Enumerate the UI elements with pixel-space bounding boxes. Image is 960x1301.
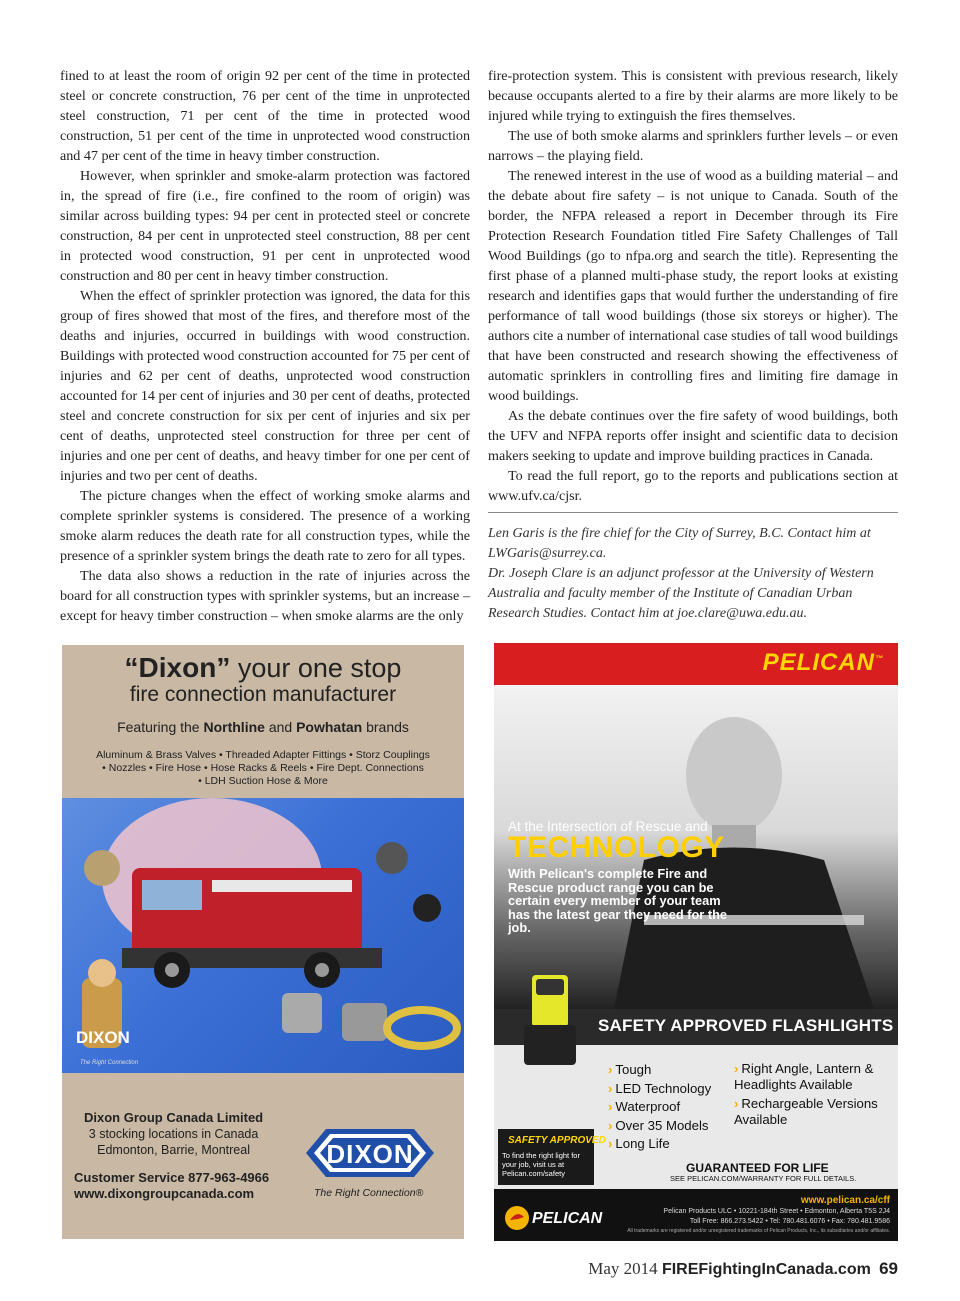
- chevron-right-icon: ›: [608, 1062, 613, 1077]
- author-bios: [488, 524, 898, 624]
- paragraph: However, when sprinkler and smoke-alarm protection was factored in, the spread of fire (i.e., fire confined to the room of origin) was similar across building types: 94 per cent in protected steel or concrete construction, 84 per cent in unprotected steel construction, 88 per cent in protected wood construction, 91 per cent in unprotected wood construction and 80 per cent in heavy timber construction.: [60, 168, 470, 284]
- pelican-technology-heading: TECHNOLOGY: [508, 831, 725, 864]
- feature-item: [734, 1061, 884, 1092]
- company-name: Dixon Group Canada Limited: [84, 1110, 264, 1125]
- feature-text: Waterproof: [615, 1099, 681, 1114]
- dixon-headline-brand: “Dixon”: [124, 652, 231, 683]
- feature-item: [608, 1061, 711, 1080]
- safety-heading: SAFETY APPROVED FLASHLIGHTS: [598, 1016, 894, 1035]
- dixon-headline: [62, 652, 464, 683]
- feature-text: Over 35 Models: [615, 1117, 709, 1133]
- feature-item: [608, 1098, 711, 1117]
- pelican-brand-bottom: PELICAN: [532, 1210, 603, 1227]
- chevron-right-icon: ›: [608, 1080, 613, 1096]
- feature-text: LED Technology: [615, 1080, 712, 1096]
- flashlight-icon: [502, 975, 602, 1065]
- feature-item: [734, 1096, 884, 1127]
- brand-powhatan: Powhatan: [296, 719, 363, 735]
- pelican-brand-text: PELICAN: [762, 649, 875, 676]
- article-column-right: [488, 66, 898, 506]
- dixon-logo: [300, 1125, 440, 1181]
- address-line: Pelican Products ULC • 10221-184th Street • Edmonton, Alberta T5S 2J4: [663, 1208, 890, 1215]
- dixon-headline-rest: your one stop: [230, 653, 402, 683]
- chevron-right-icon: ›: [608, 1136, 613, 1151]
- company-cities: Edmonton, Barrie, Montreal: [97, 1143, 250, 1157]
- page-footer: [588, 1259, 898, 1279]
- product-line: • Nozzles • Fire Hose • Hose Racks & Reels • Fire Dept. Connections: [102, 762, 424, 774]
- paragraph: The renewed interest in the use of wood as a building material – and the debate about fire safety – is not unique to Canada. South of the border, the NFPA released a report in December through its Fire Protection Research Foundation titled Fire Safety Challenges of Tall Wood Buildings (go to nfpa.org and search the title). Representing the first phase of a planned multi-phase study, the report looks at existing research and identifies gaps that would further the understanding of fire performance of tall wood buildings (those six storeys or higher). The authors cite a number of international case studies of tall wood buildings that have been constructed and research showing the effectiveness of automatic sprinklers in controlling fires and limiting fire damage in wood buildings.: [488, 168, 898, 404]
- feature-item: [608, 1135, 711, 1154]
- pelican-advertisement[interactable]: [494, 643, 898, 1241]
- feature-text: Tough: [615, 1062, 652, 1077]
- chevron-right-icon: ›: [734, 1096, 739, 1111]
- chevron-right-icon: ›: [608, 1099, 613, 1114]
- paragraph: The picture changes when the effect of working smoke alarms and complete sprinkler systems is considered. The presence of a working smoke alarm reduces the death rate for all construction types, while the presence of a sprinkler system brings the death rate to zero for all types.: [60, 488, 470, 564]
- featuring-text: Featuring the: [117, 719, 204, 735]
- feature-item: [608, 1080, 711, 1099]
- dixon-subheadline: fire connection manufacturer: [129, 683, 397, 706]
- dixon-website-link[interactable]: www.dixongroupcanada.com: [74, 1186, 255, 1201]
- chevron-right-icon: ›: [734, 1061, 739, 1076]
- feature-text: Long Life: [615, 1136, 670, 1151]
- feature-text: Right Angle, Lantern & Headlights Available: [734, 1061, 874, 1092]
- photo-dixon-tag: The Right Connection: [80, 1060, 139, 1066]
- paragraph: The data also shows a reduction in the rate of injuries across the board for all construction types with sprinkler systems, but an increase – except for heavy timber construction – when smoke alarms are the only: [60, 568, 470, 624]
- paragraph: fire-protection system. This is consistent with previous research, likely because occupants alerted to a fire by their alarms are more likely to be injured while trying to extinguish the fires themselves.: [488, 68, 898, 124]
- dixon-contact: [74, 1170, 269, 1202]
- product-line: Aluminum & Brass Valves • Threaded Adapter Fittings • Storz Couplings: [96, 749, 430, 761]
- dixon-company-info: [84, 1110, 263, 1158]
- dixon-product-photo: [62, 798, 464, 1073]
- dixon-logo-text: DIXON: [326, 1139, 414, 1169]
- feature-item: [608, 1117, 711, 1136]
- badge-title: SAFETY APPROVED: [508, 1135, 606, 1146]
- dixon-product-list: [72, 749, 454, 788]
- trademark-symbol: ™: [875, 654, 884, 663]
- phone-line: Toll Free: 866.273.5422 • Tel: 780.481.6076 • Fax: 780.481.9586: [689, 1218, 890, 1225]
- dixon-featuring: [62, 719, 464, 735]
- featuring-text: and: [264, 719, 297, 735]
- feature-text: Rechargeable Versions Available: [734, 1096, 878, 1127]
- features-left: [608, 1061, 711, 1154]
- page-number: 69: [879, 1259, 898, 1278]
- article-column-left: [60, 66, 470, 626]
- dixon-advertisement[interactable]: [62, 645, 464, 1239]
- brand-northline: Northline: [203, 719, 265, 735]
- pelican-intro: At the Intersection of Rescue and: [508, 819, 708, 834]
- magazine-name: FIREFightingInCanada.com: [661, 1261, 871, 1278]
- pelican-description: With Pelican's complete Fire and Rescue product range you can be certain every member of your team has the latest gear they need for the job.: [508, 866, 728, 935]
- paragraph: The use of both smoke alarms and sprinklers further levels – or even narrows – the playing field.: [488, 128, 898, 164]
- guarantee-details: SEE PELICAN.COM/WARRANTY FOR FULL DETAILS.: [670, 1174, 857, 1183]
- dixon-tagline: The Right Connection®: [314, 1187, 424, 1199]
- pelican-address: [663, 1207, 890, 1227]
- paragraph: To read the full report, go to the reports and publications section at www.ufv.ca/cjsr.: [488, 468, 898, 504]
- chevron-right-icon: ›: [608, 1117, 613, 1133]
- author-bio-garis: Len Garis is the fire chief for the City of Surrey, B.C. Contact him at LWGaris@surrey.ca.: [488, 526, 871, 561]
- author-bio-clare: Dr. Joseph Clare is an adjunct professor at the University of Western Australia and faculty member of the Institute of Canadian Urban Research Studies. Contact him at joe.clare@uwa.edu.au.: [488, 566, 874, 621]
- issue-date: May 2014: [588, 1259, 658, 1278]
- pelican-brand-top: [763, 649, 884, 677]
- pelican-legal: All trademarks are registered and/or unregistered trademarks of Pelican Products, Inc., its subsidiaries and/or affiliates.: [627, 1228, 890, 1234]
- product-line: • LDH Suction Hose & More: [198, 775, 328, 787]
- photo-dixon-logo: DIXON: [76, 1028, 130, 1047]
- bio-divider: [488, 512, 898, 513]
- features-right: [734, 1061, 884, 1127]
- paragraph: When the effect of sprinkler protection was ignored, the data for this group of fires showed that most of the fires, and therefore most of the deaths and injuries, occurred in buildings with wood construction. Buildings with protected wood construction accounted for 75 per cent of injuries and 62 per cent of deaths, unprotected wood construction accounted for 14 per cent of injuries and 30 per cent of deaths, protected steel and concrete construction for six per cent of injuries and six per cent of deaths, unprotected steel construction for three per cent of injuries and one per cent of deaths, and heavy timber for one per cent of injuries and two per cent of deaths.: [60, 288, 470, 484]
- customer-service-phone[interactable]: Customer Service 877-963-4966: [74, 1170, 270, 1185]
- badge-text: To find the right light for your job, visit us at Pelican.com/safety: [502, 1151, 580, 1178]
- paragraph: As the debate continues over the fire safety of wood buildings, both the UFV and NFPA reports offer insight and scientific data to decision makers seeking to update and improve building practices in Canada.: [488, 408, 898, 464]
- pelican-website-link[interactable]: www.pelican.ca/cff: [800, 1195, 890, 1206]
- guarantee-heading: GUARANTEED FOR LIFE: [686, 1161, 829, 1175]
- paragraph: fined to at least the room of origin 92 per cent of the time in protected steel or concrete construction, 76 per cent of the time in unprotected steel construction, 71 per cent of the time in protected wood construction, 51 per cent of the time in unprotected wood construction and 47 per cent of the time in heavy timber construction.: [60, 68, 470, 164]
- pelican-bird-icon: [504, 1205, 530, 1236]
- company-locations: 3 stocking locations in Canada: [88, 1127, 259, 1141]
- featuring-text: brands: [362, 719, 409, 735]
